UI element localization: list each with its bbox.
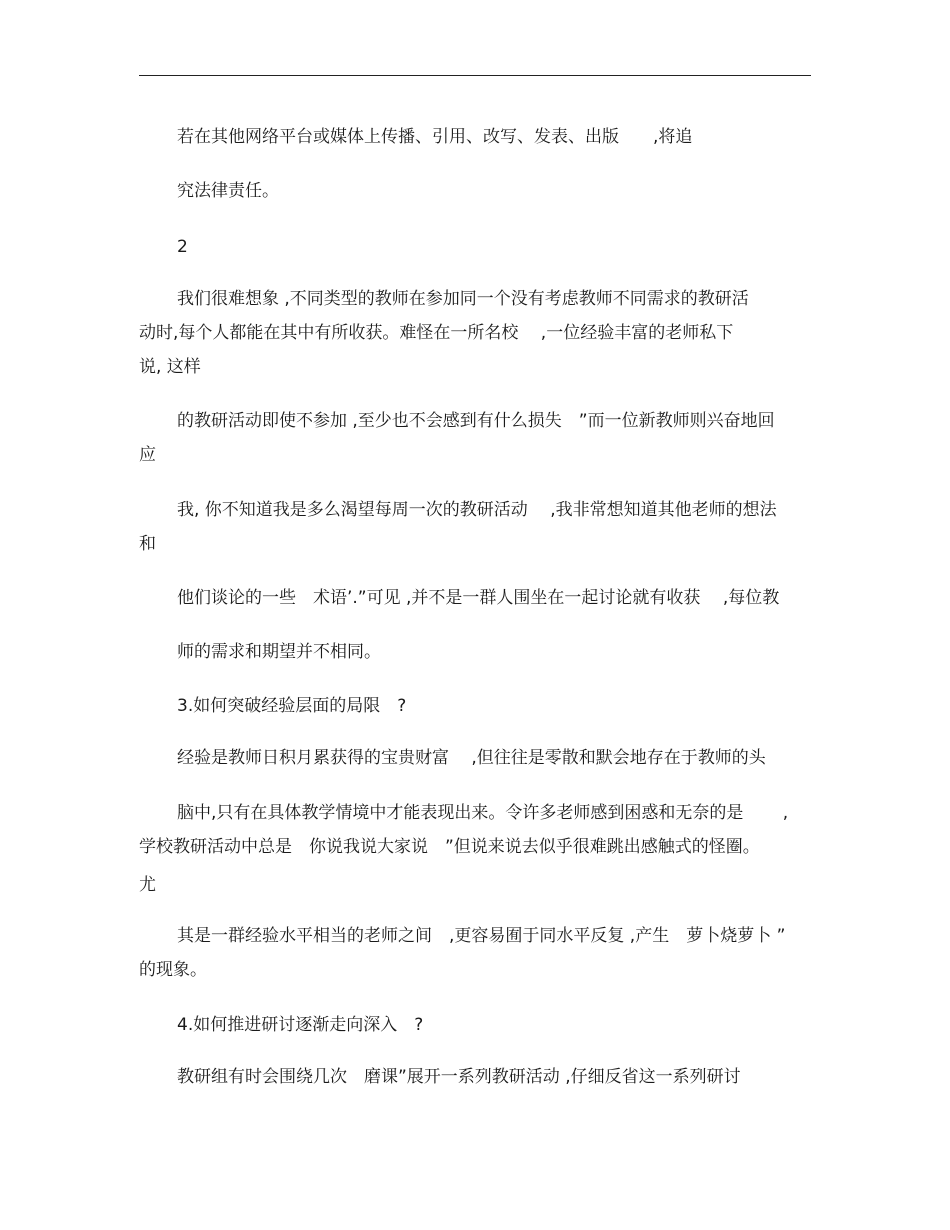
text-line-5: 说, 这样 bbox=[139, 357, 201, 377]
text-line-17: 的现象。 bbox=[139, 960, 207, 980]
text-line-16: 其是一群经验水平相当的老师之间 ,更容易囿于同水平反复 ,产生 萝卜烧萝卜 ” bbox=[177, 926, 786, 946]
text-line-15: 尤 bbox=[139, 875, 156, 895]
section-heading-3: 3.如何突破经验层面的局限 ? bbox=[177, 696, 407, 716]
text-line-14: 学校教研活动中总是 你说我说大家说 ”但说来说去似乎很难跳出感触式的怪圈。 bbox=[139, 837, 760, 857]
text-line-12: 经验是教师日积月累获得的宝贵财富 ,但往往是零散和默会地存在于教师的头 bbox=[177, 748, 766, 768]
text-line-3: 我们很难想象 ,不同类型的教师在参加同一个没有考虑教师不同需求的教研活 bbox=[177, 289, 749, 309]
text-line-13: 脑中,只有在具体教学情境中才能表现出来。令许多老师感到困惑和无奈的是 , bbox=[177, 803, 789, 823]
text-line-4: 动时,每个人都能在其中有所收获。难怪在一所名校 ,一位经验丰富的老师私下 bbox=[139, 323, 734, 343]
section-heading-4: 4.如何推进研讨逐渐走向深入 ? bbox=[177, 1015, 424, 1035]
text-line-6: 的教研活动即使不参加 ,至少也不会感到有什么损失 ”而一位新教师则兴奋地回 bbox=[177, 411, 775, 431]
header-rule bbox=[139, 75, 811, 76]
text-line-7: 应 bbox=[139, 445, 156, 465]
text-line-9: 和 bbox=[139, 534, 156, 554]
text-line-1: 若在其他网络平台或媒体上传播、引用、改写、发表、出版 ,将追 bbox=[177, 127, 693, 147]
text-line-11: 师的需求和期望并不相同。 bbox=[177, 642, 381, 662]
text-line-10: 他们谈论的一些 术语’.”可见 ,并不是一群人围坐在一起讨论就有收获 ,每位教 bbox=[177, 588, 780, 608]
page-number: 2 bbox=[177, 237, 188, 257]
text-line-18: 教研组有时会围绕几次 磨课”展开一系列教研活动 ,仔细反省这一系列研讨 bbox=[177, 1067, 741, 1087]
text-line-8: 我, 你不知道我是多么渴望每周一次的教研活动 ,我非常想知道其他老师的想法 bbox=[177, 500, 777, 520]
text-line-2: 究法律责任。 bbox=[177, 181, 279, 201]
